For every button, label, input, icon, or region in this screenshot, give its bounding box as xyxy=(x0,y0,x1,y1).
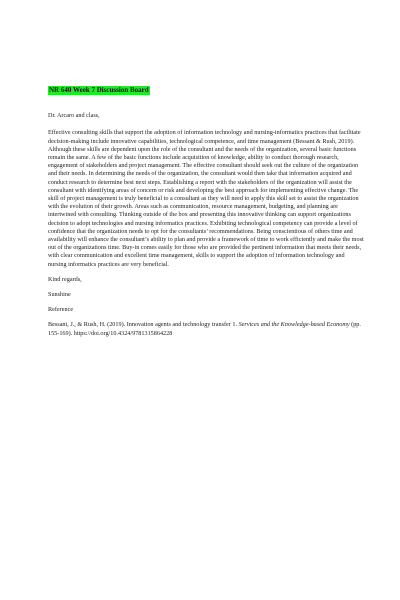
salutation: Dr. Arcaro and class, xyxy=(48,112,100,120)
document-page xyxy=(48,86,364,338)
citation-details: (pp. 155-169). https://doi.org/10.4324/9781315864228 xyxy=(48,321,361,337)
closing: Kind regards, xyxy=(48,275,82,283)
body-paragraph: Effective consulting skills that support the adoption of information technology and nursing-informatics practices that facilitate decision-making include innovative capabilities, technological competence, and time management (Bessant & Rush, 2019). Although these skills are dependent upon the role of the consultant and the needs of the organization, several basic functions remain the same. A few of the basic functions include acquisition of knowledge, ability to conduct thorough research, engagement of stakeholders and project management. The effective consultant should seek out the culture of the organization and their needs. In determining the needs of the organization, the consultant would then take that information acquired and conduct research to determine best next steps. Establishing a report with the stakeholders of the organization will assist the consultant with identifying areas of concern or risk and developing the best approach for implementing effective change. The skill of project management is truly beneficial to a consultant as they will need to apply this skill set to assist the organization with the evolution of their growth. Areas such as communication, resource management, budgeting, and planning are intertwined with consulting. Thinking outside of the box and presenting this innovative thinking can support organizations decision to adopt technologies and nursing informatics practices. Exhibiting technological competency can provide a level of confidence that the organization needs to opt for the consultants’ recommendations. Being conscientious of others time and availability will enhance the consultant’s ability to plan and provide a framework of time to work efficiently and make the most out of the organizations time. Buy-in comes easily for those who are provided the pertinent information that meets their needs, with clear communication and excellent time management, skills to support the adoption of information technology and nursing informatics practices are very beneficial. xyxy=(48,129,364,268)
reference-heading: Reference xyxy=(48,306,74,314)
citation-authors: Bessant, J., & Rush, H. (2019). Innovation agents and technology transfer 1. xyxy=(48,321,239,329)
document-title: NR 640 Week 7 Discussion Board xyxy=(49,86,149,94)
citation-journal: Services and the Knowledge-based Economy xyxy=(238,321,350,329)
signature: Sunshine xyxy=(48,291,71,299)
citation xyxy=(48,321,364,337)
